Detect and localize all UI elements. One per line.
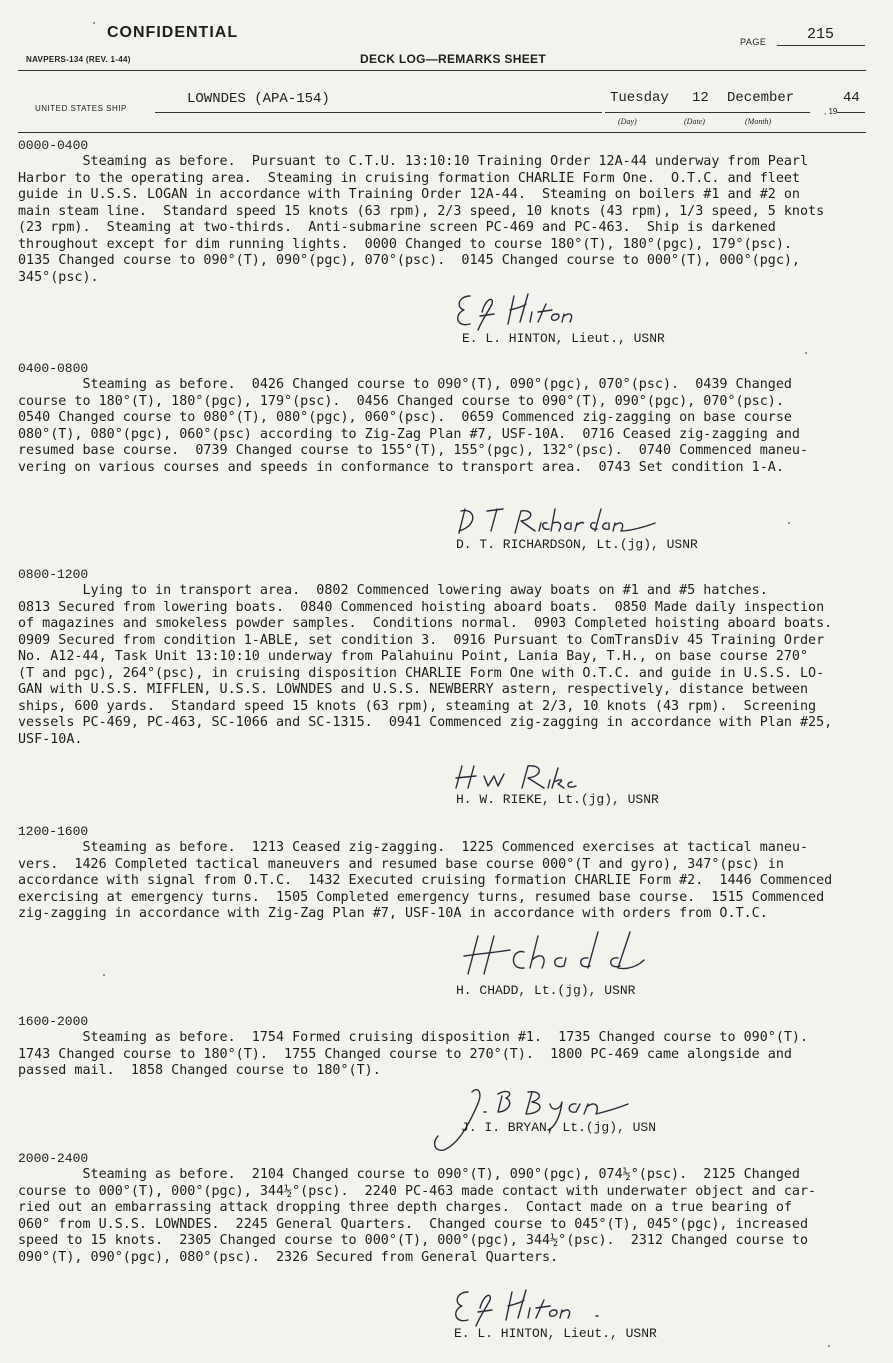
remark-line: vers. 1426 Completed tactical maneuvers and resumed base course 000°(T and gyro), 347°(psc) in: [18, 856, 784, 872]
log-date: 12: [692, 90, 709, 106]
remark-line: resumed base course. 0739 Changed course to 155°(T), 155°(pgc), 132°(psc). 0740 Commenced maneu-: [18, 443, 809, 458]
remark-line: zig-zagging in accordance with Zig-Zag Plan #7, USF-10A in accordance with orders from O.T.C.: [18, 906, 768, 921]
signature-chadd: [458, 930, 648, 980]
year-prefix: , 19: [824, 107, 838, 116]
signer-name: E. L. HINTON, Lieut., USNR: [462, 331, 665, 346]
remark-line: Steaming as before. 1213 Ceased zig-zagging. 1225 Commenced exercises at tactical maneu-: [18, 840, 809, 855]
remark-line: speed to 15 knots. 2305 Changed course to 000°(T), 000°(pgc), 344½°(psc). 2312 Changed course to: [18, 1233, 809, 1248]
remark-line: ships, 600 yards. Standard speed 15 knots (63 rpm), steaming at 2/3, 10 knots (43 rpm). Screening: [18, 698, 817, 714]
paper-speck: [93, 22, 95, 24]
day-caption: (Day): [618, 117, 637, 126]
watch-entry: [18, 824, 866, 923]
watch-time: 0400-0800: [18, 361, 89, 376]
remark-line: main steam line. Standard speed 15 knots (63 rpm), 2/3 speed, 10 knots (43 rpm), 1/3 speed, 5 knots: [18, 203, 825, 219]
remark-line: course to 000°(T), 000°(pgc), 344½°(psc). 2240 PC-463 made contact with underwater object and car-: [18, 1183, 817, 1199]
remark-line: 345°(psc).: [18, 269, 99, 285]
confidential-stamp: CONFIDENTIAL: [107, 24, 239, 41]
watch-time: 1200-1600: [18, 824, 89, 839]
watch-entry: [18, 1151, 866, 1266]
remark-line: Steaming as before. Pursuant to C.T.U. 13:10:10 Training Order 12A-44 underway from Pearl: [18, 154, 809, 169]
remark-line: accordance with signal from O.T.C. 1432 Executed cruising formation CHARLIE Form #2. 1446 Commenced: [18, 873, 833, 888]
remarks-top-rule: [18, 132, 866, 133]
watch-remarks: [18, 154, 866, 286]
remark-line: course to 180°(T), 180°(pgc), 179°(psc). 0456 Changed course to 090°(T), 090°(pgc), 070°(psc).: [18, 393, 784, 409]
signer-name: D. T. RICHARDSON, Lt.(jg), USNR: [456, 537, 698, 552]
signer-name: J. I. BRYAN, Lt.(jg), USN: [461, 1120, 657, 1135]
watch-entry: [18, 361, 866, 476]
remark-line: Steaming as before. 1754 Formed cruising disposition #1. 1735 Changed course to 090°(T).: [18, 1030, 809, 1045]
signature-rieke: [452, 762, 602, 792]
remark-line: Lying to in transport area. 0802 Commenced lowering away boats on #1 and #5 hatches.: [18, 583, 768, 598]
date-caption: (Date): [684, 117, 705, 126]
watch-time: 1600-2000: [18, 1014, 89, 1029]
watch-remarks: [18, 377, 866, 476]
remark-line: GAN with U.S.S. MIFFLEN, U.S.S. LOWNDES and U.S.S. NEWBERRY astern, respectively, distance between: [18, 682, 809, 697]
form-number: NAVPERS-134 (REV. 1-44): [26, 55, 131, 64]
remark-line: 0540 Changed course to 080°(T), 080°(pgc), 060°(psc). 0659 Commenced zig-zagging on base course: [18, 410, 792, 425]
remark-line: 1743 Changed course to 180°(T). 1755 Changed course to 270°(T). 1800 PC-469 came alongside and: [18, 1046, 792, 1062]
signature-hinton: [452, 290, 602, 332]
paper-speck: [788, 522, 790, 524]
remark-line: Steaming as before. 0426 Changed course to 090°(T), 090°(pgc), 070°(psc). 0439 Changed: [18, 377, 792, 392]
remark-line: of magazines and smokeless powder samples. Conditions normal. 0903 Completed hoisting aboard boats.: [18, 616, 833, 631]
month-caption: (Month): [745, 117, 772, 126]
watch-time: 2000-2400: [18, 1151, 89, 1166]
paper-speck: [805, 352, 807, 354]
page-title: DECK LOG—REMARKS SHEET: [360, 52, 546, 66]
watch-remarks: [18, 840, 866, 923]
remark-line: No. A12-44, Task Unit 13:10:10 underway from Palahuinu Point, Lania Bay, T.H., on base course 270°: [18, 649, 809, 664]
signer-name: E. L. HINTON, Lieut., USNR: [454, 1326, 657, 1341]
page-label: PAGE: [740, 37, 767, 47]
paper-speck: [828, 1345, 830, 1347]
page-number-underline: [777, 45, 865, 46]
ship-name-underline: [155, 112, 602, 113]
watch-entry: [18, 138, 866, 286]
watch-time: 0000-0400: [18, 138, 89, 153]
remark-line: passed mail. 1858 Changed course to 180°(T).: [18, 1063, 381, 1078]
paper-speck: [103, 974, 105, 976]
remark-line: 080°(T), 080°(pgc), 060°(psc) according to Zig-Zag Plan #7, USF-10A. 0716 Ceased zig-zagging and: [18, 426, 800, 442]
remark-line: (23 rpm). Steaming at two-thirds. Anti-submarine screen PC-469 and PC-463. Ship is darkened: [18, 220, 776, 235]
remark-line: 060° from U.S.S. LOWNDES. 2245 General Quarters. Changed course to 045°(T), 045°(pgc), increased: [18, 1216, 809, 1232]
watch-entry: [18, 567, 866, 748]
remark-line: vering on various courses and speeds in conformance to transport area. 0743 Set condition 1-A.: [18, 459, 784, 475]
remark-line: ried out an embarrassing attack dropping three depth charges. Contact made on a true bearing of: [18, 1200, 792, 1215]
page-number: 215: [807, 26, 835, 43]
date-underline: [605, 112, 810, 113]
remark-line: throughout except for dim running lights. 0000 Changed to course 180°(T), 180°(pgc), 179°(psc).: [18, 236, 792, 252]
watch-remarks: [18, 1030, 866, 1080]
signer-name: H. W. RIEKE, Lt.(jg), USNR: [456, 792, 659, 807]
signature-hinton-2: [450, 1286, 610, 1328]
remark-line: 090°(T), 090°(pgc), 080°(psc). 2326 Secured from General Quarters.: [18, 1249, 559, 1265]
year-underline: [837, 112, 865, 113]
ship-label: UNITED STATES SHIP: [35, 104, 127, 113]
remark-line: 0813 Secured from lowering boats. 0840 Commenced hoisting aboard boats. 0850 Made daily inspection: [18, 599, 825, 615]
watch-remarks: [18, 1167, 866, 1266]
remark-line: (T and pgc), 264°(psc), in cruising disposition CHARLIE Form One with O.T.C. and guide in U.S.S. LO-: [18, 665, 825, 681]
remark-line: USF-10A.: [18, 731, 83, 747]
remark-line: 0135 Changed course to 090°(T), 090°(pgc), 070°(psc). 0145 Changed course to 000°(T), 000°(pgc),: [18, 253, 800, 268]
remark-line: exercising at emergency turns. 1505 Completed emergency turns, resumed base course. 1515 Commenced: [18, 889, 825, 905]
remark-line: Harbor to the operating area. Steaming in cruising formation CHARLIE Form One. O.T.C. and fleet: [18, 170, 800, 186]
remark-line: vessels PC-469, PC-463, SC-1066 and SC-1315. 0941 Commenced zig-zagging in accordance with Plan #25,: [18, 715, 833, 730]
watch-remarks: [18, 583, 866, 748]
watch-entry: [18, 1014, 866, 1080]
remark-line: guide in U.S.S. LOGAN in accordance with Training Order 12A-44. Steaming on boilers #1 and #2 on: [18, 187, 800, 202]
log-month: December: [727, 90, 795, 106]
remark-line: Steaming as before. 2104 Changed course to 090°(T), 090°(pgc), 074½°(psc). 2125 Changed: [18, 1167, 800, 1182]
signature-richardson: [455, 505, 665, 537]
watch-time: 0800-1200: [18, 567, 89, 582]
ship-name: LOWNDES (APA-154): [187, 91, 330, 107]
remark-line: 0909 Secured from condition 1-ABLE, set condition 3. 0916 Pursuant to ComTransDiv 45 Training Order: [18, 632, 825, 648]
signer-name: H. CHADD, Lt.(jg), USNR: [456, 983, 636, 998]
log-year: 44: [843, 90, 860, 106]
header-divider: [18, 70, 866, 71]
log-day: Tuesday: [610, 90, 669, 106]
